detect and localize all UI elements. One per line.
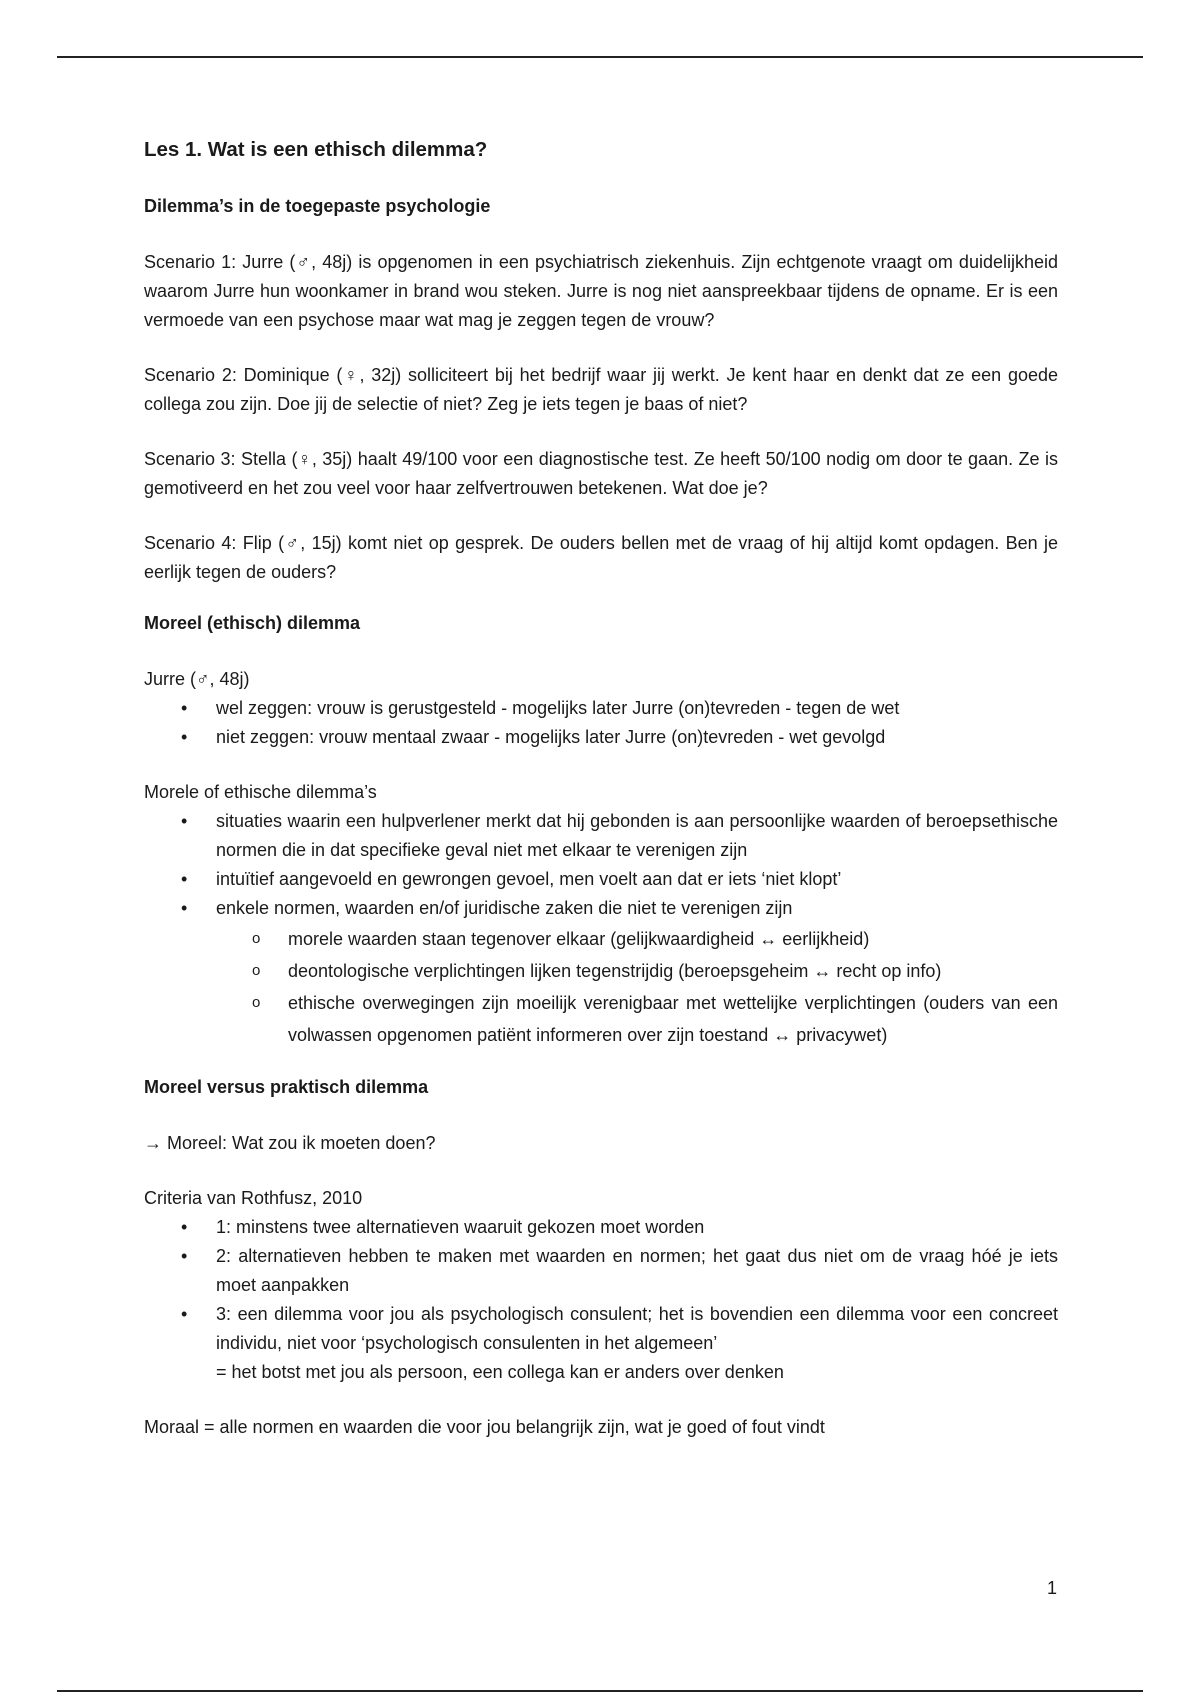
sub-list-item: o ethische overwegingen zijn moeilijk verenigbaar met wettelijke verplichtingen (ouders van een volwassen opgenomen patiënt informeren over zijn toestand ↔ privacywet)	[216, 987, 1058, 1051]
arrow-line: → Moreel: Wat zou ik moeten doen?	[144, 1133, 436, 1153]
list-item: • enkele normen, waarden en/of juridische zaken die niet te verenigen zijn o morele waarden staan tegenover elkaar (gelijkwaardigheid ↔ eerlijkheid) o deontologische verplichtingen lijken tegenstrijdig (beroepsgeheim ↔ recht op info) o ethische overwegingen zijn moeilijk verenigbaar met wettelijke verplichtingen (ouders van een volwassen opgenomen patiënt informeren over zijn toestand ↔ privacywet)	[144, 894, 1058, 1051]
section-heading-versus: Moreel versus praktisch dilemma	[144, 1077, 429, 1097]
list-item: • intuïtief aangevoeld en gewrongen gevoel, men voelt aan dat er iets ‘niet klopt’	[144, 865, 1058, 894]
bullet-icon: •	[181, 898, 188, 918]
scenario-2: Scenario 2: Dominique (♀, 32j) solliciteert bij het bedrijf waar jij werkt. Je kent haar en denkt dat ze een goede collega zou zijn. Doe jij de selectie of niet? Zeg je iets tegen je baas of niet?	[144, 365, 1058, 414]
jurre-label: Jurre (♂, 48j)	[144, 669, 250, 689]
scenario-4: Scenario 4: Flip (♂, 15j) komt niet op gesprek. De ouders bellen met de vraag of hij altijd komt opdagen. Ben je eerlijk tegen de ouders?	[144, 533, 1058, 582]
criteria-list	[144, 1213, 1058, 1387]
circle-bullet-icon: o	[252, 962, 261, 979]
morele-label: Morele of ethische dilemma’s	[144, 782, 377, 802]
bullet-icon: •	[181, 1304, 188, 1324]
circle-bullet-icon: o	[252, 994, 261, 1011]
page-number: 1	[1047, 1578, 1058, 1598]
list-item: • situaties waarin een hulpverlener merkt dat hij gebonden is aan persoonlijke waarden of beroepsethische normen die in dat specifieke geval niet met elkaar te verenigen zijn	[144, 807, 1058, 865]
scenario-1: Scenario 1: Jurre (♂, 48j) is opgenomen in een psychiatrisch ziekenhuis. Zijn echtgenote vraagt om duidelijkheid waarom Jurre hun woonkamer in brand wou steken. Jurre is nog niet aanspreekbaar tijdens de opname. Er is een vermoede van een psychose maar wat mag je zeggen tegen de vrouw?	[144, 252, 1058, 330]
section-heading-moreel: Moreel (ethisch) dilemma	[144, 613, 361, 633]
criteria-label: Criteria van Rothfusz, 2010	[144, 1188, 363, 1208]
list-item: • 2: alternatieven hebben te maken met waarden en normen; het gaat dus niet om de vraag hóé je iets moet aanpakken	[144, 1242, 1058, 1300]
sub-list	[216, 923, 1058, 1051]
circle-bullet-icon: o	[252, 930, 261, 947]
page-title: Les 1. Wat is een ethisch dilemma?	[144, 138, 488, 161]
bullet-icon: •	[181, 698, 188, 718]
bullet-icon: •	[181, 727, 188, 747]
bullet-icon: •	[181, 1217, 188, 1237]
bullet-icon: •	[181, 1246, 188, 1266]
header-rule	[57, 56, 1143, 58]
list-item: • 3: een dilemma voor jou als psychologisch consulent; het is bovendien een dilemma voor een concreet individu, niet voor ‘psychologisch consulenten in het algemeen’ = het botst met jou als persoon, een collega kan er anders over denken	[144, 1300, 1058, 1387]
criteria-continuation: = het botst met jou als persoon, een collega kan er anders over denken	[216, 1362, 784, 1382]
morele-list	[144, 807, 1058, 1051]
list-item: • wel zeggen: vrouw is gerustgesteld - mogelijks later Jurre (on)tevreden - tegen de wet	[144, 694, 1058, 723]
section-heading-dilemmas: Dilemma’s in de toegepaste psychologie	[144, 196, 491, 216]
bullet-icon: •	[181, 811, 188, 831]
list-item: • 1: minstens twee alternatieven waaruit gekozen moet worden	[144, 1213, 1058, 1242]
jurre-list	[144, 694, 1058, 752]
moraal-definition: Moraal = alle normen en waarden die voor jou belangrijk zijn, wat je goed of fout vindt	[144, 1417, 825, 1437]
sub-list-item: o deontologische verplichtingen lijken tegenstrijdig (beroepsgeheim ↔ recht op info)	[216, 955, 1058, 987]
list-item: • niet zeggen: vrouw mentaal zwaar - mogelijks later Jurre (on)tevreden - wet gevolgd	[144, 723, 1058, 752]
footer-rule	[57, 1690, 1143, 1692]
sub-list-item: o morele waarden staan tegenover elkaar (gelijkwaardigheid ↔ eerlijkheid)	[216, 923, 1058, 955]
document-page	[144, 138, 1058, 1468]
bullet-icon: •	[181, 869, 188, 889]
scenario-3: Scenario 3: Stella (♀, 35j) haalt 49/100 voor een diagnostische test. Ze heeft 50/100 nodig om door te gaan. Ze is gemotiveerd en het zou veel voor haar zelfvertrouwen betekenen. Wat doe je?	[144, 449, 1058, 498]
